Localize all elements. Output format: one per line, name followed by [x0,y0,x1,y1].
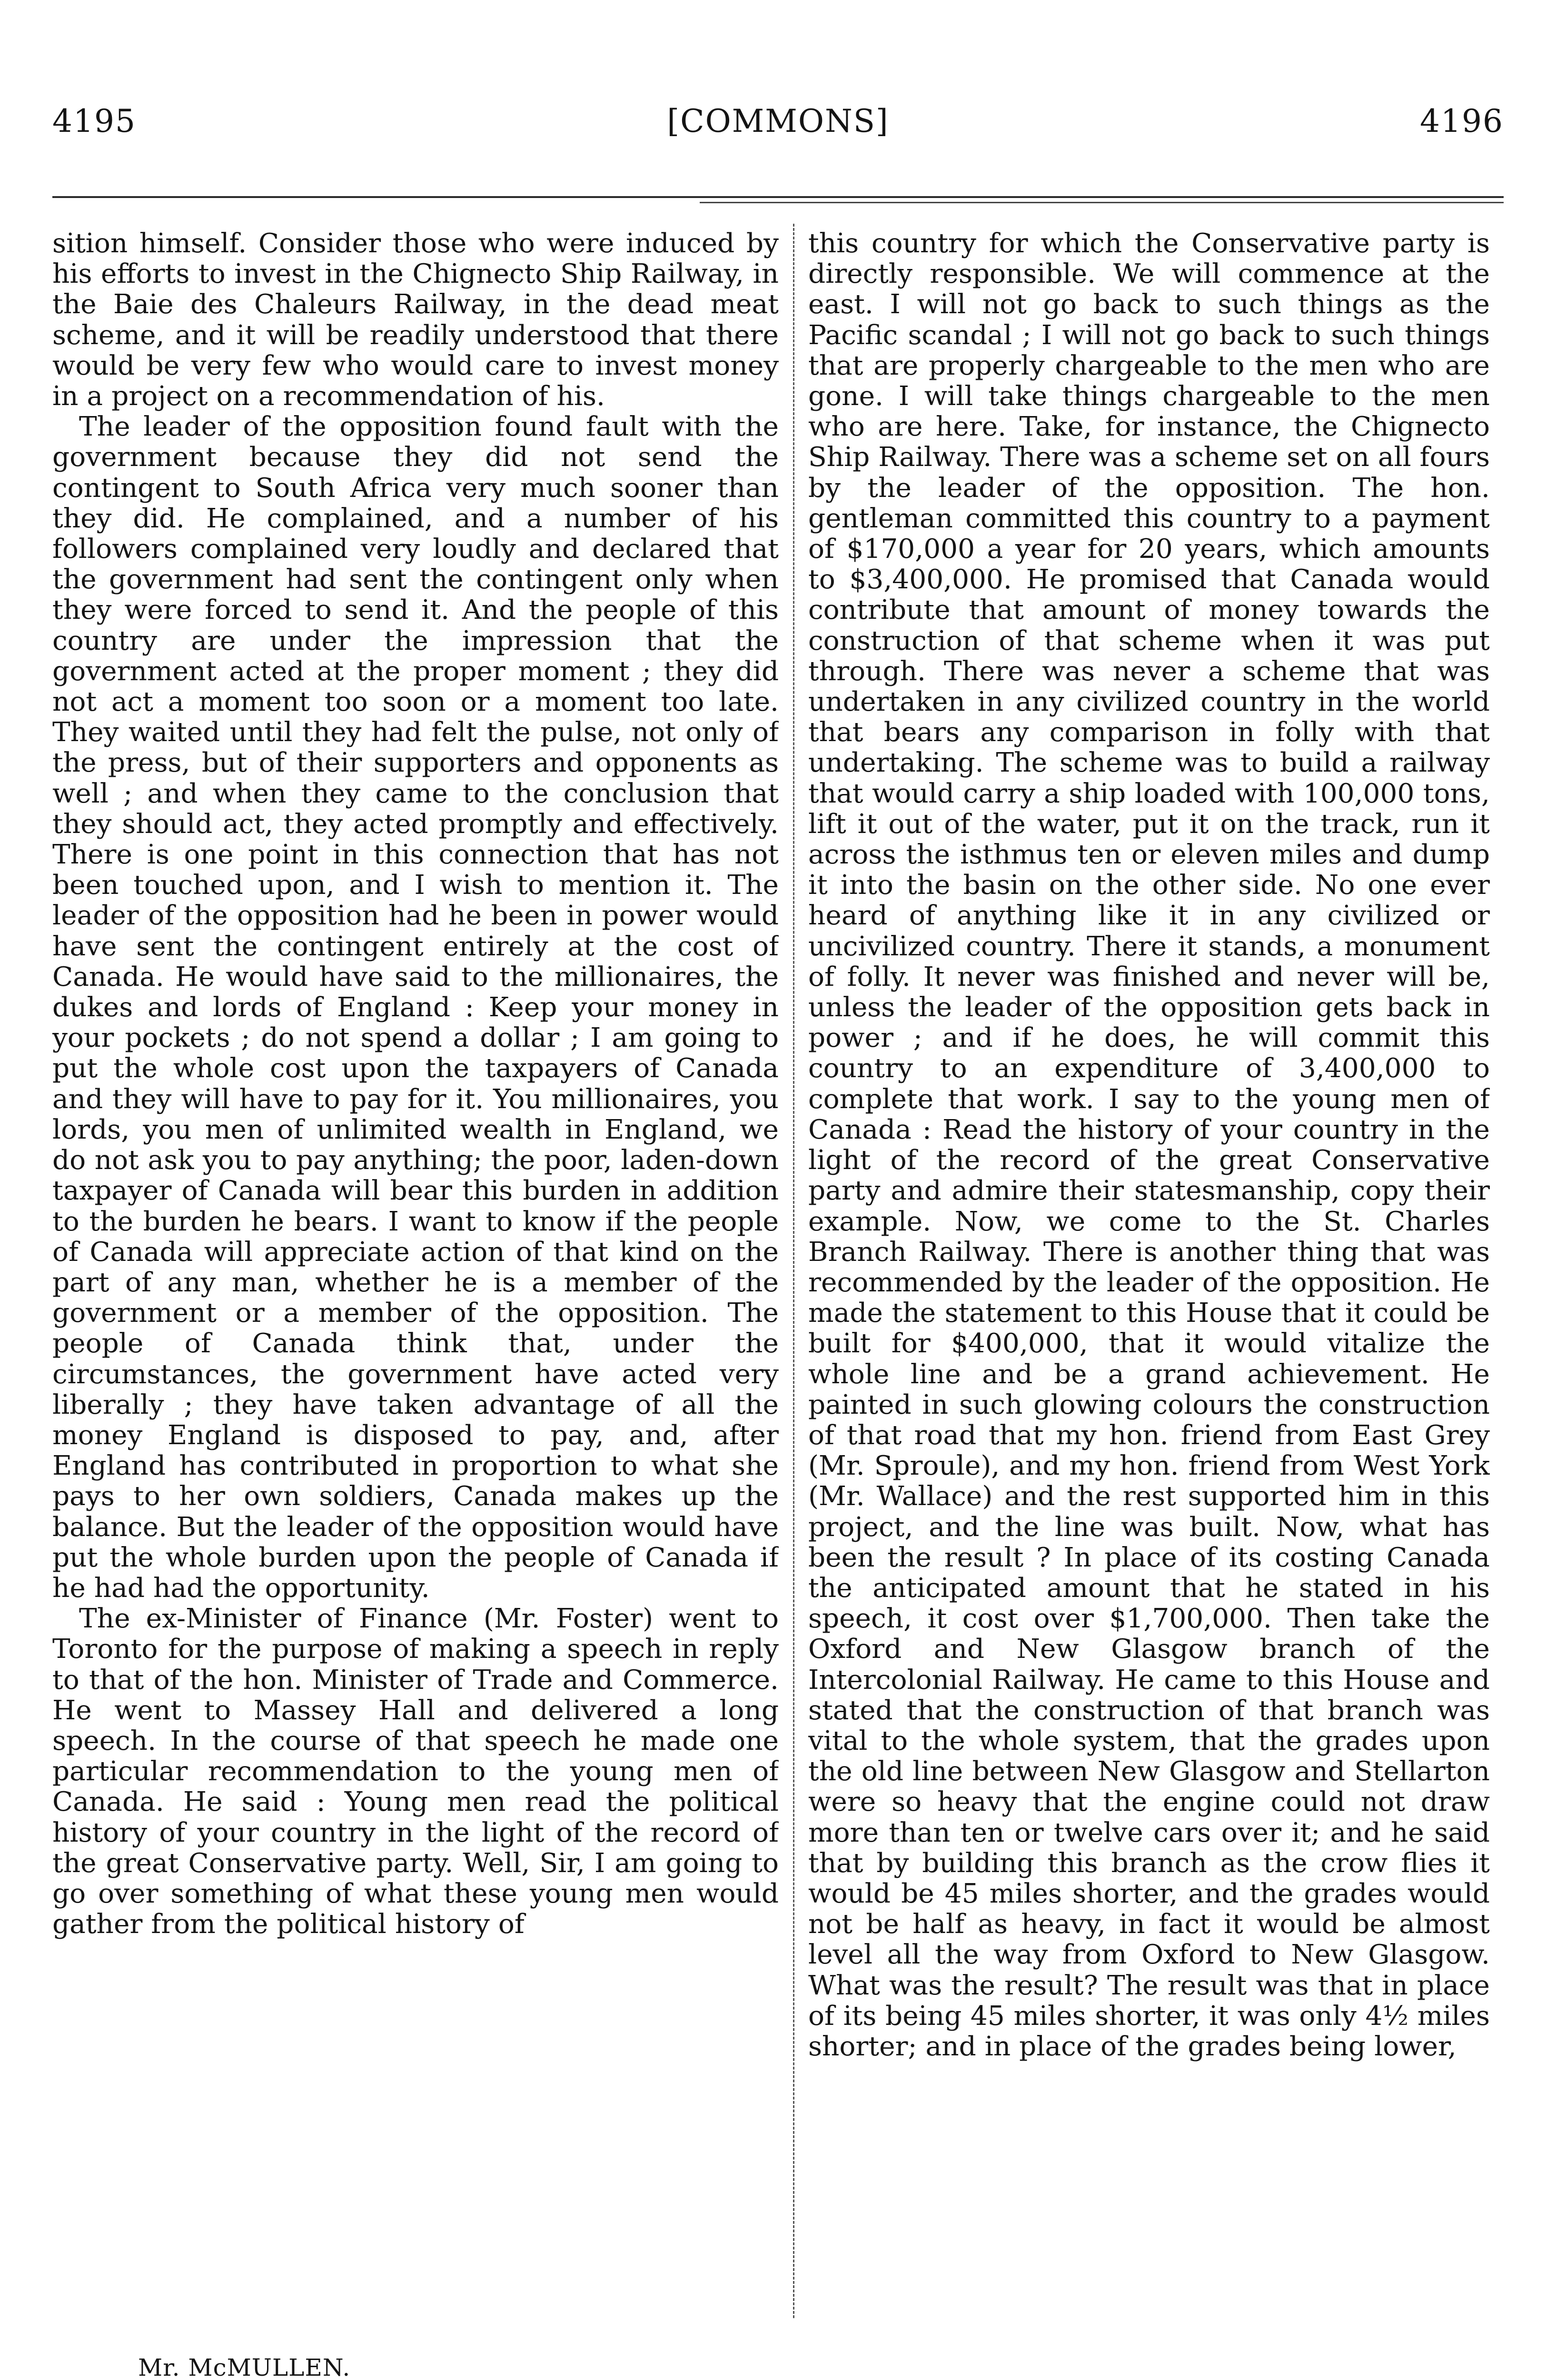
left-paragraph-1: sition himself. Consider those who were induced by his efforts to invest in the Chignecto Ship Railway, in the Baie des Chaleurs Railway, in the dead meat scheme, and it will be readily understood that there would be very few who would care to invest money in a project on a recommendation of his. [52,228,779,412]
header-title: [COMMONS] [667,103,889,139]
left-paragraph-2: The leader of the opposition found fault with the government because they did not send the contingent to South Africa very much sooner than they did. He complained, and a number of his followers complained very loudly and declared that the government had sent the contingent only when they were forced to send it. And the people of this country are under the impression that the government acted at the proper moment ; they did not act a moment too soon or a moment too late. They waited until they had felt the pulse, not only of the press, but of their supporters and opponents as well ; and when they came to the conclusion that they should act, they acted promptly and effectively. There is one point in this connection that has not been touched upon, and I wish to mention it. The leader of the opposition had he been in power would have sent the contingent entirely at the cost of Canada. He would have said to the millionaires, the dukes and lords of England : Keep your money in your pockets ; do not spend a dollar ; I am going to put the whole cost upon the taxpayers of Canada and they will have to pay for it. You millionaires, you lords, you men of unlimited wealth in England, we do not ask you to pay anything; the poor, laden-down taxpayer of Canada will bear this burden in addition to the burden he bears. I want to know if the people of Canada will appreciate action of that kind on the part of any man, whether he is a member of the government or a member of the opposition. The people of Canada think that, under the circumstances, the government have acted very liberally ; they have taken advantage of all the money England is disposed to pay, and, after England has contributed in proportion to what she pays to her own soldiers, Canada makes up the balance. But the leader of the opposition would have put the whole burden upon the people of Canada if he had had the opportunity. [52,411,779,1604]
speaker-footer: Mr. McMULLEN. [138,2354,351,2380]
left-column [52,228,779,2370]
left-paragraph-3: The ex-Minister of Finance (Mr. Foster) went to Toronto for the purpose of making a speech in reply to that of the hon. Minister of Trade and Commerce. He went to Massey Hall and delivered a long speech. In the course of that speech he made one particular recommendation to the young men of Canada. He said : Young men read the political history of your country in the light of the record of the great Conservative party. Well, Sir, I am going to go over something of what these young men would gather from the political history of [52,1603,779,1940]
header-rule [52,196,1504,198]
header-rule-secondary [700,202,1504,203]
right-column [808,228,1490,2370]
left-page-number: 4195 [52,103,136,139]
right-paragraph-1: this country for which the Conservative party is directly responsible. We will commence at the east. I will not go back to such things as the Pacific scandal ; I will not go back to such things that are properly chargeable to the men who are gone. I will take things chargeable to the men who are here. Take, for instance, the Chignecto Ship Railway. There was a scheme set on all fours by the leader of the opposition. The hon. gentleman committed this country to a payment of $170,000 a year for 20 years, which amounts to $3,400,000. He promised that Canada would contribute that amount of money towards the construction of that scheme when it was put through. There was never a scheme that was undertaken in any civilized country in the world that bears any comparison in folly with that undertaking. The scheme was to build a railway that would carry a ship loaded with 100,000 tons, lift it out of the water, put it on the track, run it across the isthmus ten or eleven miles and dump it into the basin on the other side. No one ever heard of anything like it in any civilized or uncivilized country. There it stands, a monument of folly. It never was finished and never will be, unless the leader of the opposition gets back in power ; and if he does, he will commit this country to an expenditure of 3,400,000 to complete that work. I say to the young men of Canada : Read the history of your country in the light of the record of the great Conservative party and admire their statesmanship, copy their example. Now, we come to the St. Charles Branch Railway. There is another thing that was recommended by the leader of the opposition. He made the statement to this House that it could be built for $400,000, that it would vitalize the whole line and be a grand achievement. He painted in such glowing colours the construction of that road that my hon. friend from East Grey (Mr. Sproule), and my hon. friend from West York (Mr. Wallace) and the rest supported him in this project, and the line was built. Now, what has been the result ? In place of its costing Canada the anticipated amount that he stated in his speech, it cost over $1,700,000. Then take the Oxford and New Glasgow branch of the Intercolonial Railway. He came to this House and stated that the construction of that branch was vital to the whole system, that the grades upon the old line between New Glasgow and Stellarton were so heavy that the engine could not draw more than ten or twelve cars over it; and he said that by building this branch as the crow flies it would be 45 miles shorter, and the grades would not be half as heavy, in fact it would be almost level all the way from Oxford to New Glasgow. What was the result? The result was that in place of its being 45 miles shorter, it was only 4½ miles shorter; and in place of the grades being lower, [808,228,1490,2062]
right-page-number: 4196 [1420,103,1504,139]
column-divider [793,224,794,2318]
page-header [52,95,1504,148]
